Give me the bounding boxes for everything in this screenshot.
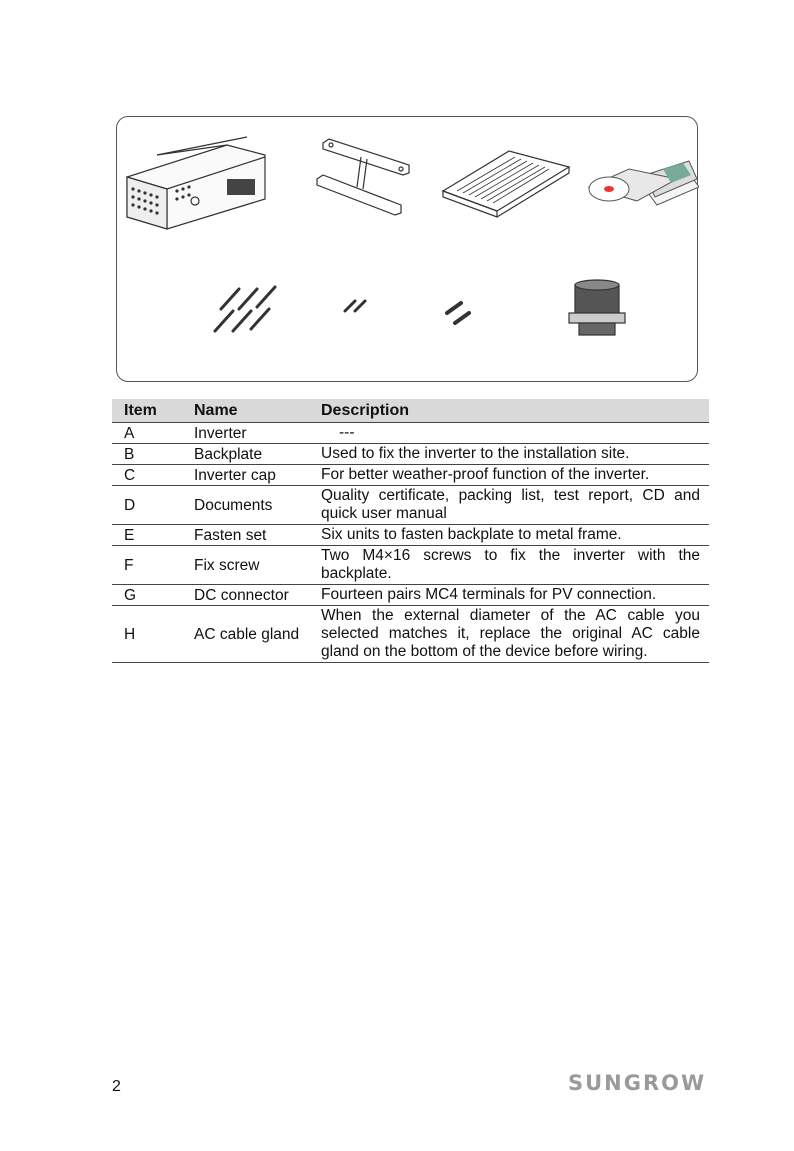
brand-logo: SUNGROW: [568, 1071, 707, 1095]
dc-connector-illustration: [447, 303, 469, 323]
ac-cable-gland-illustration: [569, 280, 625, 335]
fix-screw-illustration: [345, 301, 365, 311]
cell-name: Documents: [194, 486, 321, 525]
cell-name: Fasten set: [194, 525, 321, 546]
cell-description: ---: [321, 423, 709, 444]
table-row: [112, 486, 709, 525]
cell-name: Fix screw: [194, 546, 321, 585]
page-number: 2: [112, 1078, 121, 1095]
backplate-illustration: [317, 139, 409, 215]
cell-description: Quality certificate, packing list, test report, CD and quick user manual: [321, 486, 709, 525]
cell-item: B: [112, 444, 194, 465]
table-row: [112, 525, 709, 546]
inverter-illustration: [127, 137, 265, 229]
cell-item: A: [112, 423, 194, 444]
header-description: Description: [321, 399, 709, 423]
cell-item: C: [112, 465, 194, 486]
header-name: Name: [194, 399, 321, 423]
inverter-cap-illustration: [443, 151, 569, 217]
table-row: [112, 423, 709, 444]
header-item: Item: [112, 399, 194, 423]
fasten-set-illustration: [215, 287, 275, 331]
cell-item: F: [112, 546, 194, 585]
cell-description: Used to fix the inverter to the installation site.: [321, 444, 709, 465]
cell-item: G: [112, 585, 194, 606]
cell-name: AC cable gland: [194, 606, 321, 663]
cell-description: Fourteen pairs MC4 terminals for PV connection.: [321, 585, 709, 606]
documents-illustration: [589, 161, 699, 205]
cell-name: Inverter: [194, 423, 321, 444]
cell-name: Inverter cap: [194, 465, 321, 486]
cell-description: Six units to fasten backplate to metal frame.: [321, 525, 709, 546]
cell-name: DC connector: [194, 585, 321, 606]
table-row: [112, 546, 709, 585]
cell-description: When the external diameter of the AC cable you selected matches it, replace the original AC cable gland on the bottom of the device before wiring.: [321, 606, 709, 663]
package-contents-table: [112, 399, 709, 663]
cell-item: E: [112, 525, 194, 546]
table-row: [112, 606, 709, 663]
cell-name: Backplate: [194, 444, 321, 465]
table-row: [112, 585, 709, 606]
table-row: [112, 444, 709, 465]
cell-item: H: [112, 606, 194, 663]
package-contents-figure: [116, 116, 698, 382]
table-header-row: [112, 399, 709, 423]
cell-description: For better weather-proof function of the inverter.: [321, 465, 709, 486]
cell-item: D: [112, 486, 194, 525]
cell-description: Two M4×16 screws to fix the inverter with the backplate.: [321, 546, 709, 585]
table-row: [112, 465, 709, 486]
